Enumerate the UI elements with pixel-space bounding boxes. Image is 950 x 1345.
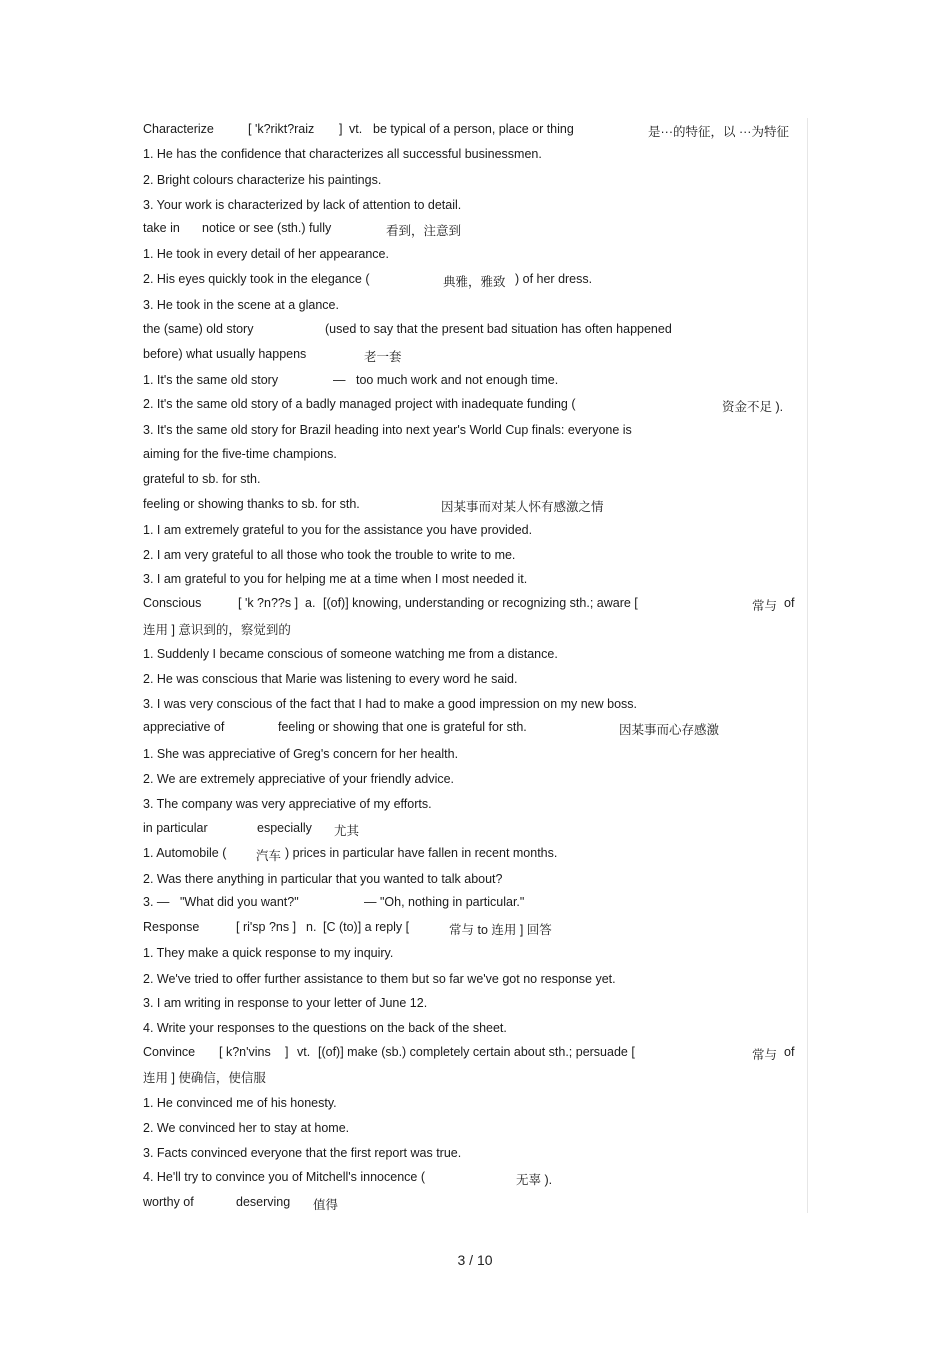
example: 2. Was there anything in particular that you wanted to talk about? (143, 872, 503, 886)
margin-rule (807, 118, 808, 1213)
example: 2. I am very grateful to all those who took the trouble to write to me. (143, 548, 516, 562)
usage-note: 常与 (752, 599, 778, 613)
usage-note: 常与 to 连用 ] 回答 (449, 923, 552, 937)
headword: Response (143, 920, 200, 934)
example: 1. She was appreciative of Greg's concern for her health. (143, 747, 459, 761)
chinese-gloss: 资金不足 ). (722, 400, 784, 414)
example: 1. He convinced me of his honesty. (143, 1096, 337, 1110)
example: 3. He took in the scene at a glance. (143, 298, 339, 312)
part-of-speech: n. (306, 920, 317, 934)
example: 1. He has the confidence that characterizes all successful businessmen. (143, 147, 542, 161)
chinese-gloss: 因某事而心存感激 (619, 723, 720, 737)
headword: in particular (143, 821, 208, 835)
example: 1. Automobile ( (143, 846, 227, 860)
headword: worthy of (143, 1195, 194, 1209)
part-of-speech: a. (305, 596, 316, 610)
definition: (used to say that the present bad situation has often happened (325, 322, 672, 336)
chinese-gloss: 值得 (313, 1198, 339, 1212)
example: 2. He was conscious that Marie was listening to every word he said. (143, 672, 518, 686)
usage-note: 连用 ] 使确信，使信服 (143, 1071, 266, 1085)
example: 3. — (143, 895, 170, 909)
page-number: 3 / 10 (457, 1252, 493, 1268)
definition: before) what usually happens (143, 347, 307, 361)
definition: feeling or showing thanks to sb. for sth. (143, 497, 360, 511)
chinese-gloss: 看到，注意到 (386, 224, 462, 238)
example: aiming for the five-time champions. (143, 447, 337, 461)
chinese-gloss: 是···的特征，以 ···为特征 (648, 125, 789, 139)
example: 3. The company was very appreciative of my efforts. (143, 797, 432, 811)
chinese-gloss: 老一套 (364, 350, 402, 364)
phonetic: [ 'k?rikt?raiz (248, 122, 315, 136)
phonetic: [ k?n'vins (219, 1045, 271, 1059)
example: 2. We convinced her to stay at home. (143, 1121, 350, 1135)
example: 3. I am writing in response to your letter of June 12. (143, 996, 428, 1010)
usage-word: of (784, 596, 795, 610)
usage-word: of (784, 1045, 795, 1059)
headword: Characterize (143, 122, 214, 136)
headword: grateful to sb. for sth. (143, 472, 261, 486)
example: 1. They make a quick response to my inquiry. (143, 946, 394, 960)
example: too much work and not enough time. (356, 373, 559, 387)
example: 3. Facts convinced everyone that the first report was true. (143, 1146, 462, 1160)
definition: feeling or showing that one is grateful for sth. (278, 720, 527, 734)
example: 2. Bright colours characterize his paintings. (143, 173, 382, 187)
part-of-speech: vt. (297, 1045, 311, 1059)
example: 1. I am extremely grateful to you for the assistance you have provided. (143, 523, 533, 537)
example: ) of her dress. (515, 272, 593, 286)
example: "What did you want?" (180, 895, 299, 909)
usage-note: 连用 ] 意识到的，察觉到的 (143, 623, 291, 637)
definition: [(of)] make (sb.) completely certain about sth.; persuade [ (318, 1045, 635, 1059)
headword: the (same) old story (143, 322, 254, 336)
example: — "Oh, nothing in particular." (364, 895, 525, 909)
dash: — (333, 373, 346, 387)
example: 4. He'll try to convince you of Mitchell's innocence ( (143, 1170, 425, 1184)
example: 2. It's the same old story of a badly managed project with inadequate funding ( (143, 397, 576, 411)
part-of-speech: vt. (349, 122, 363, 136)
chinese-gloss: 尤其 (334, 824, 360, 838)
definition: notice or see (sth.) fully (202, 221, 332, 235)
chinese-gloss: 典雅，雅致 (443, 275, 506, 289)
example: 3. Your work is characterized by lack of attention to detail. (143, 198, 462, 212)
example: ) prices in particular have fallen in recent months. (285, 846, 558, 860)
example: 4. Write your responses to the questions on the back of the sheet. (143, 1021, 507, 1035)
definition: [(of)] knowing, understanding or recognizing sth.; aware [ (323, 596, 638, 610)
example: 2. We are extremely appreciative of your friendly advice. (143, 772, 455, 786)
phonetic: [ 'k ?n??s ] (238, 596, 299, 610)
phonetic-close: ] (285, 1045, 289, 1059)
example: 2. His eyes quickly took in the elegance ( (143, 272, 370, 286)
example: 2. We've tried to offer further assistance to them but so far we've got no response yet. (143, 972, 616, 986)
example: 3. It's the same old story for Brazil heading into next year's World Cup finals: everyone is (143, 423, 632, 437)
definition: deserving (236, 1195, 291, 1209)
definition: especially (257, 821, 312, 835)
example: 3. I am grateful to you for helping me at a time when I most needed it. (143, 572, 528, 586)
phonetic-close: ] (339, 122, 343, 136)
headword: take in (143, 221, 180, 235)
definition: be typical of a person, place or thing (373, 122, 574, 136)
example: 1. It's the same old story (143, 373, 279, 387)
example: 3. I was very conscious of the fact that I had to make a good impression on my new boss. (143, 697, 638, 711)
definition: [C (to)] a reply [ (323, 920, 410, 934)
example: 1. He took in every detail of her appearance. (143, 247, 389, 261)
chinese-gloss: 无辜 ). (516, 1173, 553, 1187)
usage-note: 常与 (752, 1048, 778, 1062)
chinese-gloss: 汽车 (256, 849, 282, 863)
chinese-gloss: 因某事而对某人怀有感激之情 (441, 500, 604, 514)
headword: appreciative of (143, 720, 225, 734)
example: 1. Suddenly I became conscious of someone watching me from a distance. (143, 647, 558, 661)
headword: Convince (143, 1045, 196, 1059)
phonetic: [ ri'sp ?ns ] (236, 920, 297, 934)
headword: Conscious (143, 596, 202, 610)
